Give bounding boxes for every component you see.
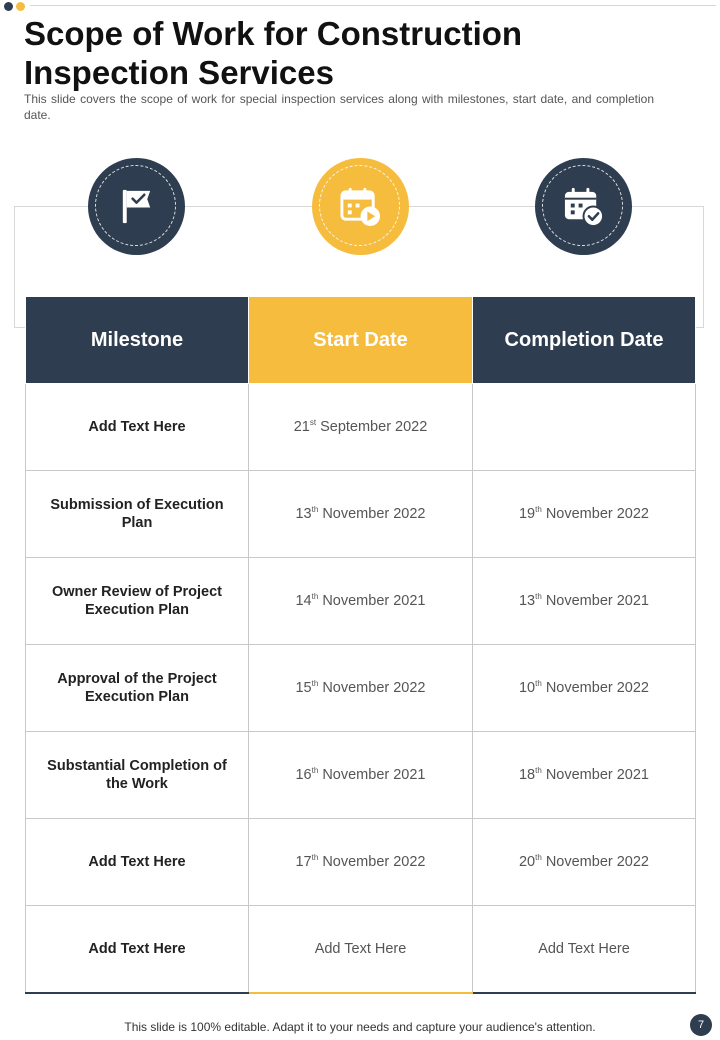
date-month-year: November 2021: [541, 593, 649, 609]
date-ordinal-suffix: th: [311, 505, 319, 514]
start-date-cell: [249, 558, 473, 645]
milestone-cell: Add Text Here: [26, 906, 249, 994]
table-row: [26, 645, 696, 732]
date-month-year: November 2022: [318, 506, 426, 522]
date-day: 20: [518, 854, 536, 870]
date-day: 19: [518, 506, 536, 522]
date-ordinal-suffix: th: [311, 679, 319, 688]
completion-date-cell: [473, 471, 696, 558]
flag-check-icon: [115, 185, 158, 228]
date-month-year: November 2022: [541, 680, 649, 696]
milestone-header: Milestone: [26, 297, 249, 384]
start-date-cell: [249, 645, 473, 732]
milestone-table: [25, 296, 696, 994]
milestone-cell: Substantial Completion of the Work: [26, 732, 249, 819]
date-ordinal-suffix: th: [535, 505, 542, 514]
start-date-cell: [249, 471, 473, 558]
date-month-year: November 2021: [318, 767, 426, 783]
milestone-cell: Owner Review of Project Execution Plan: [26, 558, 249, 645]
date-ordinal-suffix: th: [311, 766, 319, 775]
table-header-row: [26, 297, 696, 384]
table-row: [26, 732, 696, 819]
table-row: [26, 819, 696, 906]
completion-date-cell: [473, 819, 696, 906]
date-day: 21: [293, 419, 310, 435]
start-date-icon-circle: [312, 158, 409, 255]
completion-date-icon-circle: [535, 158, 632, 255]
date-day: 17: [295, 854, 312, 870]
navy-dot: [4, 2, 13, 11]
date-month-year: November 2022: [318, 680, 426, 696]
milestone-icon-circle: [88, 158, 185, 255]
slide-subtitle: This slide covers the scope of work for special inspection services along with milestones, start date, and completion date.: [24, 92, 654, 122]
completion-date-cell: Add Text Here: [473, 906, 696, 994]
date-day: 10: [518, 680, 536, 696]
date-ordinal-suffix: th: [535, 592, 542, 601]
date-ordinal-suffix: th: [535, 679, 542, 688]
start-date-cell: [249, 384, 473, 471]
footer-note: This slide is 100% editable. Adapt it to your needs and capture your audience's attention.: [124, 1020, 596, 1034]
date-ordinal-suffix: st: [309, 418, 317, 427]
start-date-cell: [249, 819, 473, 906]
date-month-year: September 2022: [316, 419, 428, 435]
date-day: 13: [295, 506, 312, 522]
table-row: [26, 471, 696, 558]
calendar-check-icon: [562, 185, 605, 228]
date-day: 18: [518, 767, 536, 783]
table-row: [26, 384, 696, 471]
page-number-badge: 7: [690, 1014, 712, 1036]
slide-title: Scope of Work for Construction Inspection Services: [24, 15, 523, 91]
date-day: 13: [518, 593, 536, 609]
table-row: [26, 906, 696, 994]
date-ordinal-suffix: th: [535, 766, 542, 775]
date-ordinal-suffix: th: [311, 592, 319, 601]
table-row: [26, 558, 696, 645]
date-month-year: November 2022: [541, 506, 649, 522]
date-month-year: November 2022: [541, 854, 649, 870]
milestone-cell: Approval of the Project Execution Plan: [26, 645, 249, 732]
date-day: 14: [295, 593, 312, 609]
date-month-year: November 2021: [318, 593, 426, 609]
milestone-cell: Submission of Execution Plan: [26, 471, 249, 558]
date-month-year: November 2021: [541, 767, 649, 783]
start-date-header: Start Date: [249, 297, 473, 384]
calendar-play-icon: [339, 185, 382, 228]
completion-date-header: Completion Date: [473, 297, 696, 384]
start-date-cell: [249, 732, 473, 819]
amber-dot: [16, 2, 25, 11]
date-day: 16: [295, 767, 312, 783]
milestone-cell: Add Text Here: [26, 819, 249, 906]
date-day: 15: [295, 680, 312, 696]
start-date-cell: Add Text Here: [249, 906, 473, 994]
completion-date-cell: [473, 645, 696, 732]
completion-date-cell: [473, 732, 696, 819]
top-divider: [30, 5, 716, 6]
completion-date-cell: [473, 558, 696, 645]
milestone-cell: Add Text Here: [26, 384, 249, 471]
completion-date-cell: [473, 384, 696, 471]
date-month-year: November 2022: [318, 854, 426, 870]
date-ordinal-suffix: th: [311, 853, 319, 862]
date-ordinal-suffix: th: [535, 853, 542, 862]
